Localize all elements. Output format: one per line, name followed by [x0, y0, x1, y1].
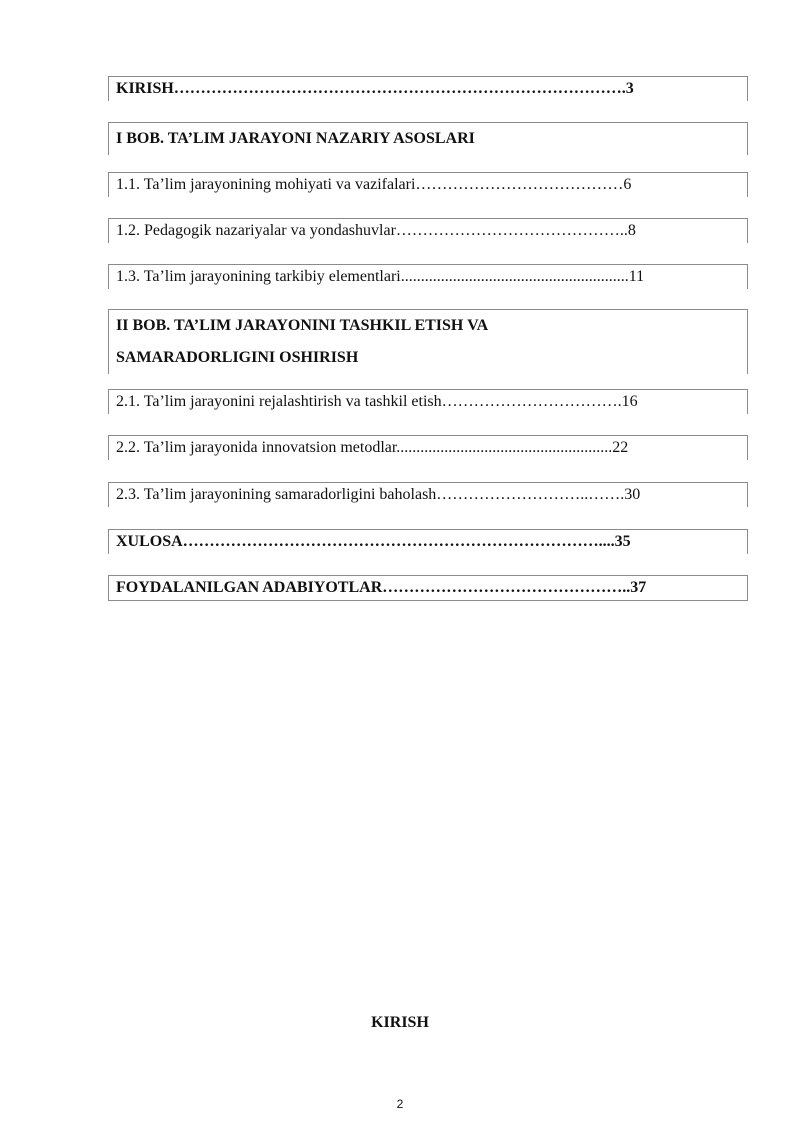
toc-entry-references — [108, 575, 748, 601]
toc-entry-text: 2.2. Ta’lim jarayonida innovatsion metodlar......................................................22 — [116, 439, 629, 456]
toc-entry-kirish — [108, 76, 748, 101]
toc-entry-1-1 — [108, 172, 748, 197]
toc-entry-text: 1.3. Ta’lim jarayonining tarkibiy elementlari.........................................................11 — [116, 268, 645, 285]
toc-entry-text-line1: II BOB. TA’LIM JARAYONINI TASHKIL ETISH VA — [116, 317, 489, 334]
section-heading: KIRISH — [371, 1014, 429, 1031]
toc-entry-text: 1.1. Ta’lim jarayonining mohiyati va vazifalari…………………………………6 — [116, 176, 632, 193]
toc-entry-1-2 — [108, 218, 748, 243]
toc-entry-text: 1.2. Pedagogik nazariyalar va yondashuvlar……………………………………..8 — [116, 222, 636, 239]
toc-entry-text: 2.3. Ta’lim jarayonining samaradorligini baholash………………………..…….30 — [116, 486, 641, 503]
toc-entry-text-line2: SAMARADORLIGINI OSHIRISH — [116, 349, 359, 366]
toc-entry-2-1 — [108, 389, 748, 414]
toc-entry-1-3 — [108, 264, 748, 289]
toc-entry-text: XULOSA……………………………………………………………………....35 — [116, 533, 631, 550]
toc-entry-text: I BOB. TA’LIM JARAYONI NAZARIY ASOSLARI — [116, 130, 475, 147]
page-number: 2 — [396, 1097, 404, 1111]
toc-entry-text: FOYDALANILGAN ADABIYOTLAR………………………………………..37 — [116, 579, 647, 596]
toc-entry-text: KIRISH………………………………………………………………………….3 — [116, 80, 634, 97]
toc-entry-text: 2.1. Ta’lim jarayonini rejalashtirish va tashkil etish…………………………….16 — [116, 393, 638, 410]
toc-entry-xulosa — [108, 529, 748, 554]
toc-entry-chapter-2 — [108, 309, 748, 374]
toc-entry-2-3 — [108, 482, 748, 507]
toc-entry-chapter-1 — [108, 122, 748, 155]
toc-entry-2-2 — [108, 435, 748, 460]
